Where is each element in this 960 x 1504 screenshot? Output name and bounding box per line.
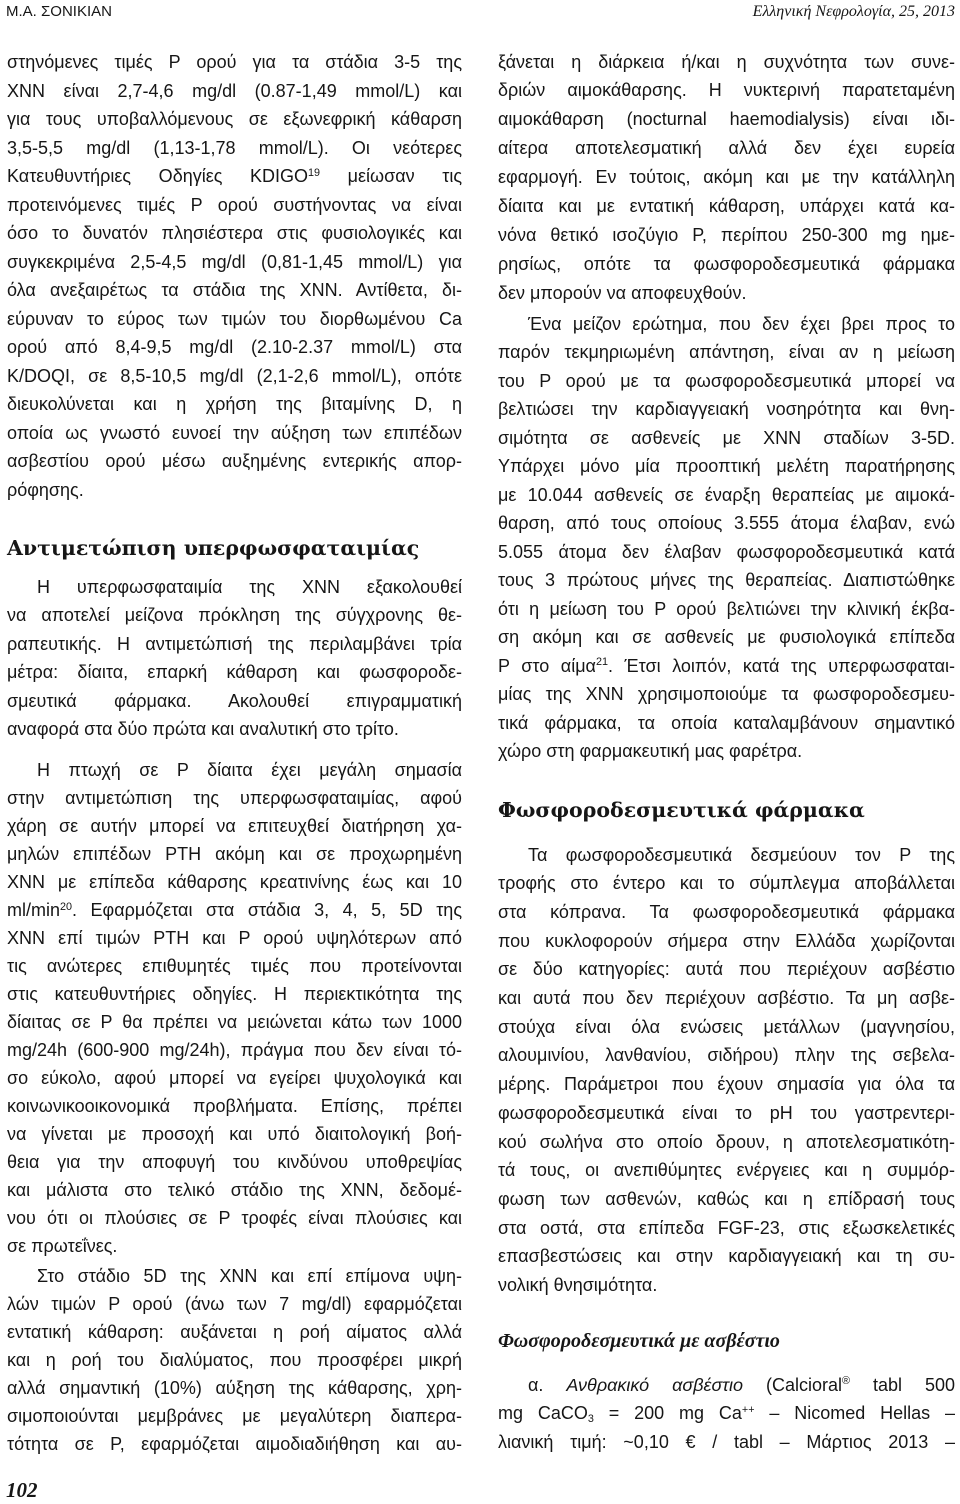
superscript: 21 [595,656,608,669]
text-run: μείωσαν τις [320,166,462,186]
text-line: αίτερα αποτελεσματική αλλά δεν έχει ευρεία [498,138,955,159]
text-line: ρησίως, οπότε τα φωσφοροδεσμευτικά φάρμακα [498,253,955,274]
text-line [498,1371,955,1400]
text-line [498,1399,955,1428]
text-run: . Εφαρμόζεται στα στάδια 3, 4, 5, 5D της [72,900,462,920]
text-line: σιμοποιούνται μεμβράνες με μεγαλύτερη διαπερα- [7,1406,462,1426]
text-line: αλλά σημαντική (10%) αύξηση της κάθαρσης, χρη- [7,1378,462,1398]
text-line: όλα ανεξαιρέτως τα στάδια της ΧΝΝ. Αντίθετα, δι- [7,280,462,300]
text-line: Η υπερφωσφαταιμία της ΧΝΝ εξακολουθεί [37,577,462,597]
text-line: στην αντιμετώπιση της υπερφωσφαταιμίας, αφού [7,788,462,808]
text-line: μέρης. Παράμετροι που έχουν σημασία για όλα τα [498,1074,955,1095]
paragraph [7,756,462,1260]
text-line: όσο το δυνατόν πλησιέστερα στις φυσιολογικές και [7,223,462,243]
text-line: K/DOQI, σε 8,5-10,5 mg/dl (2,1-2,6 mmol/L), οπότε [7,365,462,386]
text-line: τις ανώτερες επιθυμητές τιμές που προτείνονται [7,956,462,976]
text-line: αιμοκάθαρση (nocturnal haemodialysis) είναι ιδι- [498,109,955,130]
text-line: ότι η μείωση του P ορού βελτιώνει την κλινική έκβα- [498,598,955,619]
text-line: μηλών επιπέδων PTH ακόμη και σε προχωρημένη [7,844,462,864]
text-line: που κυκλοφορούν σήμερα στην Ελλάδα χωρίζονται [498,930,955,951]
superscript: 19 [308,166,321,179]
text-line: δίαιτα και με εντατική κάθαρση, υπάρχει κατά κα- [498,196,955,217]
text-line [7,896,462,924]
text-line: να γίνεται με προσοχή και υπό διαιτολογική βοή- [7,1124,462,1144]
text-line: σε πρωτεΐνες. [7,1236,118,1256]
paragraph-continued [7,48,462,504]
text-line: αναφορά στα δύο πρώτα και αναλυτική στο τρίτο. [7,719,399,740]
text-line: ρόφησης. [7,479,84,500]
text-line: και η ροή του διαλύματος, που προσφέρει μικρή [7,1350,462,1370]
text-line: στα οστά, στα επίπεδα FGF-23, στις εξωσκελετικές [498,1217,955,1238]
section-heading: Αντιμετώπιση υπερφωσφαταιμίας [7,536,420,560]
text-line: ορού από 8,4-9,5 mg/dl (2.10-2.37 mmol/L) στα [7,337,462,357]
superscript: 20 [60,900,73,913]
text-line: Στο στάδιο 5D της ΧΝΝ και επί επίμονα υψη- [37,1266,462,1286]
text-line: εφαρμογή. Εν τούτοις, ακόμη και με την κατάλληλη [498,167,955,188]
text-line: ση ακόμη και σε ασθενείς με φυσιολογικά επίπεδα [498,627,955,647]
italic-text: Ανθρακικό ασβέστιο [566,1374,744,1395]
text-line: 5.055 άτομα δεν έλαβαν φωσφοροδεσμευτικά κατά [498,541,955,562]
text-line: τά τους, οι ανεπιθύμητες ενέργειες και η συμμόρ- [498,1160,955,1181]
text-line: παρόν τεκμηριωμένη απάντηση, είναι αν η μείωση [498,342,955,362]
text-line: τους 3 πρώτους μήνες της θεραπείας. Διαπιστώθηκε [498,570,955,590]
text-line: για τους υποβαλλόμενους σε εξωνεφρική κάθαρση [7,109,462,129]
paragraph [7,573,462,743]
text-run: Κατευθυντήριες Οδηγίες KDIGO [7,166,309,186]
text-line: ΧΝΝ επί τιμών PTH και P ορού υψηλότερων από [7,928,462,948]
text-line: σμευτικά φάρμακα. Ακολουθεί επιγραμματική [7,690,462,711]
text-line: μέτρα: δίαιτα, επαρκή κάθαρση και φωσφοροδε- [7,662,462,683]
text-line: στις κατευθυντήριες οδηγίες. Η περιεκτικότητα της [7,984,462,1004]
text-line: και μάλιστα στο τελικό στάδιο της ΧΝΝ, δεδομέ- [7,1180,462,1200]
text-line: οποία ως γνωστό ευνοεί την αύξηση των επιπέδων [7,422,462,443]
running-head-journal: Ελληνική Νεφρολογία, 25, 2013 [752,3,955,20]
text-line: δεν μπορούν να αποφευχθούν. [498,282,747,303]
page-number: 102 [6,1478,38,1502]
text-line: ΧΝΝ είναι 2,7-4,6 mg/dl (0.87-1,49 mmol/L) και [7,80,462,101]
text-line: του P ορού με τα φωσφοροδεσμευτικά μπορεί να [498,370,955,391]
text-line: Τα φωσφοροδεσμευτικά δεσμεύουν τον P της [528,844,955,865]
paragraph [498,310,955,766]
text-line: κοινωνικοοικονομικά προβλήματα. Επίσης, πρέπει [7,1096,462,1116]
text-line: Ένα μείζον ερώτημα, που δεν έχει βρει προς το [528,313,955,334]
text-line: φωση των ασθενών, καθώς και η επίδρασή τους [498,1188,955,1209]
paragraph [498,841,955,1300]
text-run: = 200 mg Ca [593,1403,742,1423]
text-run: (Calcioral [743,1374,843,1395]
text-line: προτεινόμενες τιμές P ορού συστήνοντας να είναι [7,194,462,215]
text-line: αλουμινίου, λανθανίου, σιδήρου) πλην της σεβελα- [498,1045,955,1066]
subsection-heading: Φωσφοροδεσμευτικά με ασβέστιο [498,1330,780,1352]
right-column [498,0,955,1504]
text-line: νολική θνησιμότητα. [498,1275,658,1296]
text-line: Υπάρχει μόνο μία προοπτική μελέτη παρατήρησης [498,456,955,476]
text-run: P στο αίμα [498,655,596,676]
text-line: χάρη σε αυτήν μπορεί να επιτευχθεί διατήρηση χα- [7,816,462,836]
left-column [7,0,462,1504]
text-line: λών τιμών P ορού (άνω των 7 mg/dl) εφαρμόζεται [7,1294,462,1314]
text-run: mg CaCO [498,1403,588,1423]
text-line: να αποτελεί μείζονα πρόκληση της σύγχρονης θε- [7,605,462,626]
text-line: δριών αιμοκάθαρσης. Η νυκτερινή παρατεταμένη [498,80,955,101]
paragraph [7,1262,462,1458]
text-line: 3,5-5,5 mg/dl (1,13-1,78 mmol/L). Οι νεότερες [7,137,462,158]
text-line: φωσφοροδεσμευτικά είναι το pH του γαστρεντερι- [498,1102,955,1123]
text-line: σε δύο κατηγορίες: αυτά που περιέχουν ασβέστιο [498,959,955,980]
text-line: στηνόμενες τιμές P ορού για τα στάδια 3-5 της [7,52,462,72]
text-line: σιμότητα σε ασθενείς με ΧΝΝ σταδίων 3-5D. [498,427,955,448]
superscript: ++ [741,1403,755,1416]
text-run: . Έτσι λοιπόν, κατά της υπερφωσφαται- [607,655,955,676]
text-line: ξάνεται η διάρκεια ή/και η συχνότητα των συνε- [498,51,955,72]
text-line: τροφής στο έντερο και το σύμπλεγμα αποβάλλεται [498,873,955,894]
text-line: δίαιτας σε P θα πρέπει να μειώνεται κάτω των 1000 [7,1012,462,1032]
text-line: εντατική κάθαρση: αυξάνεται η ροή αίματος αλλά [7,1322,462,1342]
text-line: λιανική τιμή: ~0,10 € / tabl – Μάρτιος 2013 – [498,1431,955,1452]
text-line: ασβεστίου ορού μέσω αυξημένης εντερικής απορ- [7,451,462,471]
text-line: σο εύκολο, αφού μπορεί να εγείρει ψυχολογικά και [7,1068,462,1088]
text-line: μίας της ΧΝΝ χρησιμοποιούμε τα φωσφοροδεσμευ- [498,684,955,704]
text-line [7,162,462,191]
text-line: κού σωλήνα στο οποίο δρουν, η αποτελεσματικότη- [498,1131,955,1152]
text-line: τικά φάρμακα, τα οποία καταλαμβάνουν σημαντικό [498,712,955,733]
text-line: βελτιώσει την καρδιαγγειακή νοσηρότητα και θνη- [498,399,955,419]
text-run: tabl 500 [850,1374,955,1395]
text-line: ραπευτικής. Η αντιμετώπισή της περιλαμβάνει τρία [7,633,462,654]
text-line: ΧΝΝ με επίπεδα κάθαρσης κρεατινίνης έως και 10 [7,872,462,892]
text-line: νόνα θετικό ισοζύγιο P, περίπου 250-300 mg ημε- [498,224,955,245]
paragraph [498,1371,955,1457]
text-line: διευκολύνεται και η χρήση της βιταμίνης D, η [7,394,462,414]
text-line: συγκεκριμένα 2,5-4,5 mg/dl (0,81-1,45 mmol/L) για [7,251,462,272]
text-line: εύρυναν το εύρος των τιμών του διορθωμένου Ca [7,308,462,329]
text-line: στούχα είναι όλα ενώσεις μετάλλων (μαγνησίου, [498,1016,955,1037]
text-line: και αυτά που δεν περιέχουν ασβέστιο. Τα μη ασβε- [498,988,955,1009]
text-run: – Nicomed Hellas – [754,1403,956,1423]
text-line: θεια για την αποφυγή του κινδύνου υποθρεψίας [7,1152,462,1172]
text-line: θαρση, από τους οποίους 3.555 άτομα έλαβαν, ενώ [498,513,955,533]
text-line: επασβεστώσεις και στην καρδιαγγειακή και τη συ- [498,1246,955,1267]
text-line: mg/24h (600-900 mg/24h), πράγμα που δεν είναι τό- [7,1040,462,1060]
text-line: με 10.044 ασθενείς σε έναρξη θεραπείας με αιμοκά- [498,484,955,505]
running-head-author: Μ.Α. ΣΟΝΙΚΙΑΝ [6,3,112,20]
superscript: ® [842,1375,851,1388]
text-run: α. [528,1374,567,1395]
text-line: τότητα σε P, εφαρμόζεται αιμοδιαδιήθηση και αυ- [7,1434,462,1454]
text-line: νου ότι οι πλούσιες σε P τροφές είναι πλούσιες και [7,1208,462,1228]
text-line: στα κόπρανα. Τα φωσφοροδεσμευτικά φάρμακα [498,901,955,922]
section-heading: Φωσφοροδεσμευτικά φάρμακα [498,798,865,822]
text-line [498,652,955,681]
text-line: Η πτωχή σε P δίαιτα έχει μεγάλη σημασία [37,760,462,780]
subscript: 3 [587,1413,594,1426]
text-line: χώρο στη φαρμακευτική μας φαρέτρα. [498,741,803,761]
paragraph-continued [498,48,955,308]
text-run: ml/min [7,900,60,920]
